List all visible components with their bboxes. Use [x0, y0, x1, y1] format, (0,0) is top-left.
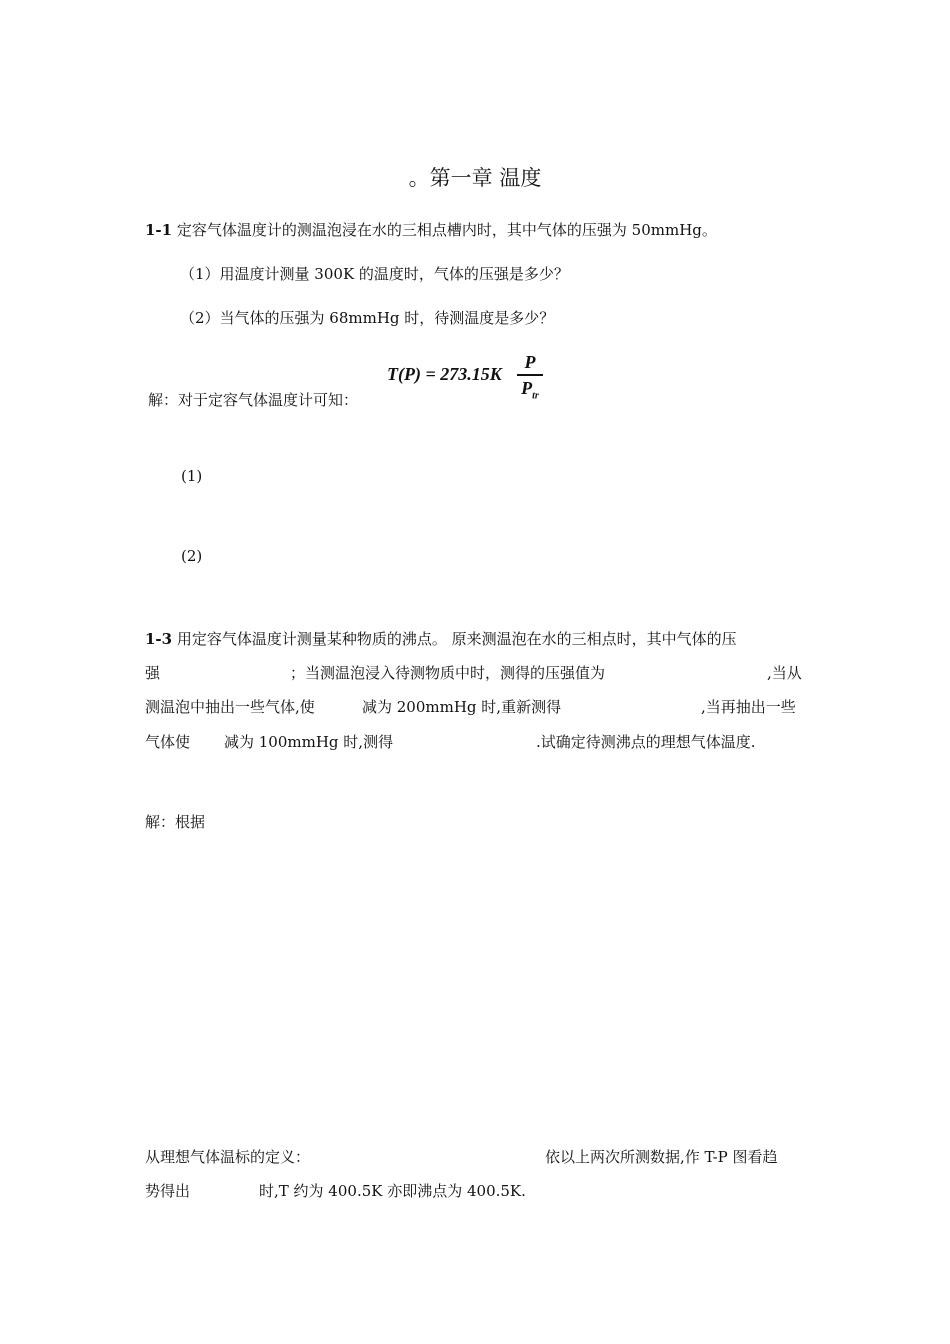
chapter-title: 。第一章 温度	[408, 166, 542, 190]
solution-label: 解：对于定容气体温度计可知：	[148, 391, 359, 409]
fraction-bar	[517, 374, 543, 376]
conclusion-line-1-a: 从理想气体温标的定义：	[145, 1148, 311, 1166]
problem-1-1	[145, 220, 717, 240]
part-2-label: (2)	[181, 547, 203, 565]
line-4-a: 气体使	[145, 733, 191, 751]
formula-fraction	[517, 352, 543, 406]
line-4-c: .试确定待测沸点的理想气体温度.	[536, 733, 756, 751]
line-3-c: ,当再抽出一些	[701, 698, 796, 716]
conclusion-line-1-b: 依以上两次所测数据,作 T-P 图看趋	[545, 1148, 778, 1166]
line-3-b: 减为 200mmHg 时,重新测得	[362, 698, 562, 716]
problem-number: 1-3	[145, 630, 173, 648]
line-3-a: 测温泡中抽出一些气体,使	[145, 698, 315, 716]
line-4-b: 减为 100mmHg 时,测得	[224, 733, 394, 751]
formula-numerator: P	[524, 352, 536, 372]
line-2-c: ,当从	[767, 664, 802, 682]
question-1: （1）用温度计测量 300K 的温度时，气体的压强是多少？	[180, 265, 569, 283]
line-2-b: ；当测温泡浸入待测物质中时，测得的压强值为	[290, 664, 606, 682]
formula-lhs: T(P) = 273.15K	[387, 364, 502, 384]
solution-label-1-3: 解：根据	[145, 813, 206, 831]
line-2-a: 强	[145, 664, 161, 682]
problem-statement: 定容气体温度计的测温泡浸在水的三相点槽内时，其中气体的压强为 50mmHg。	[176, 221, 717, 239]
problem-1-3-line-1: 1-3 用定容气体温度计测量某种物质的沸点。 原来测温泡在水的三相点时，其中气体的压	[145, 630, 737, 648]
conclusion-line-2-a: 势得出	[145, 1182, 191, 1200]
formula-subscript: tr	[532, 390, 539, 402]
conclusion-line-2-b: 时,T 约为 400.5K 亦即沸点为 400.5K.	[259, 1182, 526, 1200]
problem-number: 1-1	[145, 221, 173, 239]
formula-denominator: $P_{tr}$	[521, 377, 539, 402]
question-2: （2）当气体的压强为 68mmHg 时，待测温度是多少？	[180, 309, 555, 327]
part-1-label: (1)	[181, 467, 203, 485]
